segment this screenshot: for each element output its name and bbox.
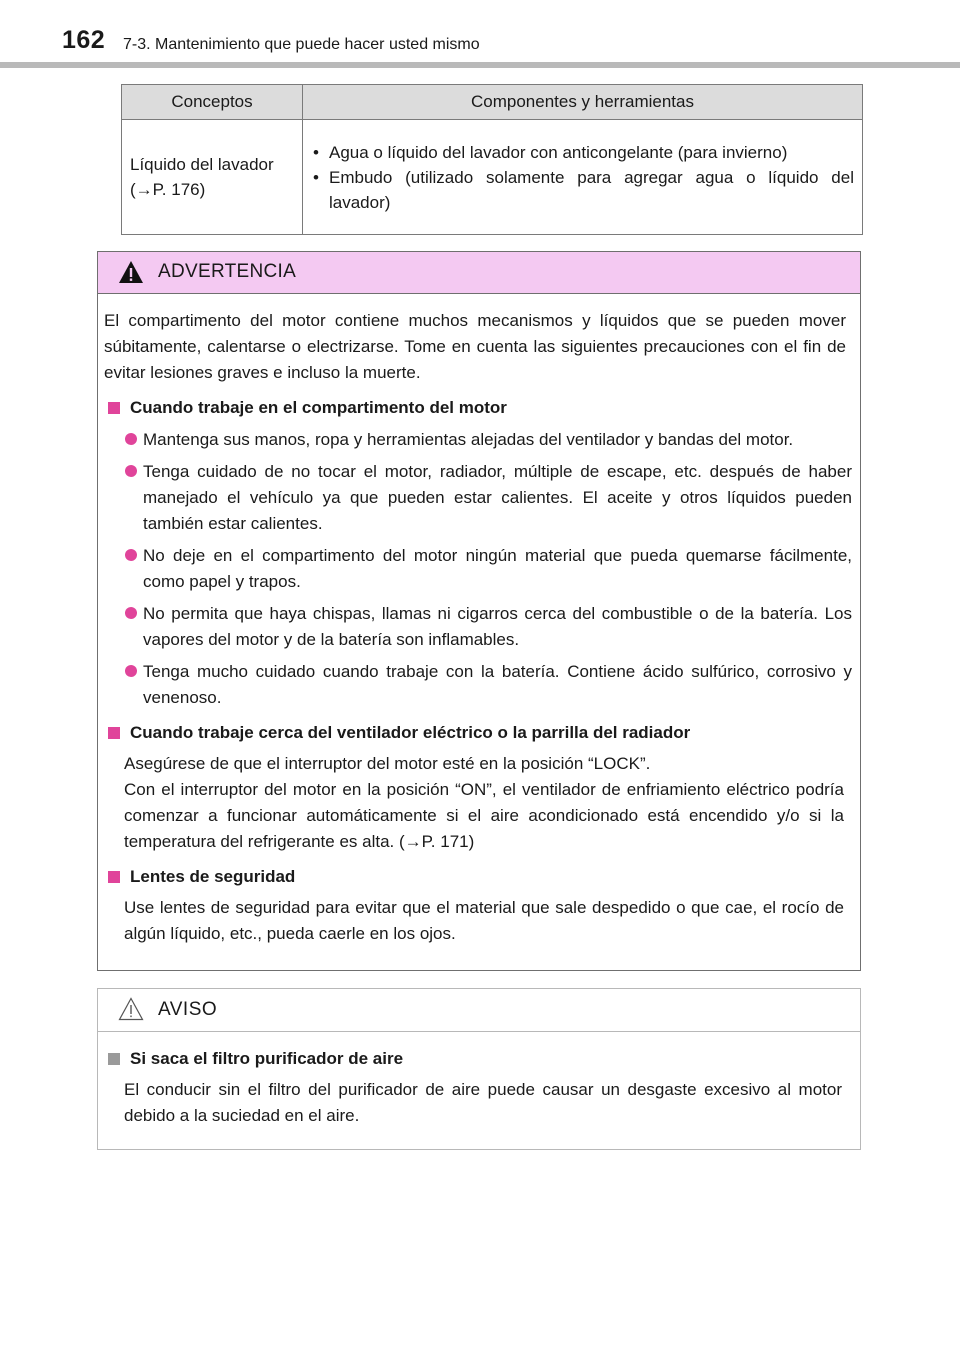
- notice-box: [97, 988, 861, 1150]
- list-item-text: Tenga cuidado de no tocar el motor, radiador, múltiple de escape, etc. después de haber manejado el vehículo ya que pueden estar calientes. El aceite y otros líquidos pueden también estar calientes.: [143, 462, 852, 533]
- page-number: 162: [62, 26, 106, 54]
- square-bullet-icon: [108, 871, 120, 883]
- list-item: • Agua o líquido del lavador con anticongelante (para invierno): [311, 140, 854, 165]
- warning-triangle-icon: [118, 260, 144, 284]
- warning-body: [98, 294, 860, 947]
- column-header-components: Componentes y herramientas: [303, 85, 863, 120]
- warning-section-heading: [104, 395, 852, 421]
- list-item-text: No deje en el compartimento del motor ningún material que pueda quemarse fácilmente, como papel y trapos.: [143, 546, 852, 591]
- concept-name: Líquido del lavador: [130, 155, 274, 174]
- page-reference: (→P. 176): [130, 180, 206, 199]
- section-title: 7-3. Mantenimiento que puede hacer usted mismo: [123, 36, 480, 53]
- warning-box: [97, 251, 861, 971]
- warning-header: [98, 252, 860, 294]
- table-header-row: [122, 85, 863, 120]
- round-bullet-icon: [125, 607, 137, 619]
- paragraph-line: Asegúrese de que el interruptor del motor esté en la posición “LOCK”.: [124, 754, 651, 773]
- section-heading-text: Si saca el filtro purificador de aire: [130, 1049, 404, 1068]
- list-item: [104, 601, 852, 653]
- warning-section-heading: [104, 720, 852, 746]
- square-bullet-icon: [108, 727, 120, 739]
- tools-table: [121, 84, 863, 235]
- warning-paragraph: [104, 751, 844, 855]
- notice-paragraph: El conducir sin el filtro del purificador de aire puede causar un desgaste excesivo al motor debido a la suciedad en el aire.: [124, 1080, 842, 1125]
- warning-title: ADVERTENCIA: [158, 261, 297, 282]
- list-item: [104, 659, 852, 711]
- warning-section-heading: [104, 864, 852, 890]
- notice-section-heading: [104, 1046, 850, 1072]
- list-item-text: Tenga mucho cuidado cuando trabaje con la batería. Contiene ácido sulfúrico, corrosivo y venenoso.: [143, 662, 852, 707]
- header-divider: [0, 62, 960, 68]
- list-item-text: Mantenga sus manos, ropa y herramientas alejadas del ventilador y bandas del motor.: [143, 430, 794, 449]
- warning-paragraph: Use lentes de seguridad para evitar que el material que sale despedido o que cae, el rocío de algún líquido, etc., pueda caerle en los ojos.: [124, 898, 844, 943]
- list-item: • Embudo (utilizado solamente para agregar agua o líquido del lavador): [311, 165, 854, 215]
- round-bullet-icon: [125, 465, 137, 477]
- notice-title: AVISO: [158, 999, 218, 1020]
- components-list: [311, 140, 854, 215]
- list-item-text: No permita que haya chispas, llamas ni cigarros cerca del combustible o de la batería. Los vapores del motor y de la batería son inflamables.: [143, 604, 852, 649]
- square-bullet-icon: [108, 1053, 120, 1065]
- list-item: [104, 459, 852, 537]
- section-heading-text: Cuando trabaje en el compartimento del motor: [130, 398, 507, 417]
- table-row: [122, 120, 863, 235]
- warning-intro: El compartimento del motor contiene muchos mecanismos y líquidos que se pueden mover súbitamente, calentarse o electrizarse. Tome en cuenta las siguientes precauciones con el fin de evitar lesiones graves e incluso la muerte.: [104, 311, 846, 382]
- round-bullet-icon: [125, 549, 137, 561]
- notice-header: [98, 989, 860, 1032]
- caution-triangle-icon: [118, 997, 144, 1021]
- section-heading-text: Lentes de seguridad: [130, 867, 296, 886]
- paragraph-line: Con el interruptor del motor en la posición “ON”, el ventilador de enfriamiento eléctrico podría comenzar a funcionar automáticamente si el aire acondicionado está encendido y/o si la temperatura del refrigerante es alta. (→P. 171): [124, 780, 844, 851]
- list-item: [104, 543, 852, 595]
- notice-body: [98, 1032, 860, 1129]
- column-header-concepts: Conceptos: [122, 85, 303, 120]
- concept-cell: [122, 120, 303, 235]
- round-bullet-icon: [125, 433, 137, 445]
- square-bullet-icon: [108, 402, 120, 414]
- round-bullet-icon: [125, 665, 137, 677]
- list-item: [104, 427, 852, 453]
- components-cell: [303, 120, 863, 235]
- section-heading-text: Cuando trabaje cerca del ventilador eléctrico o la parrilla del radiador: [130, 723, 691, 742]
